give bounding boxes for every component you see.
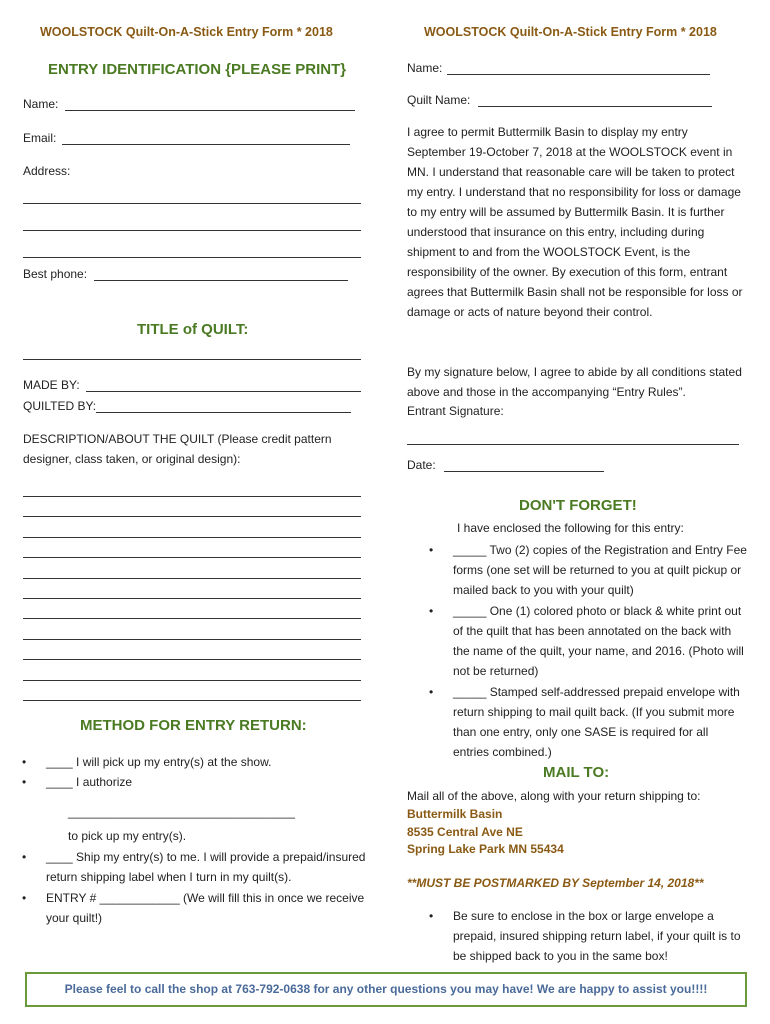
method-item-pickup[interactable]: • ____ I will pick up my entry(s) at the show. [0, 752, 370, 772]
description-label: DESCRIPTION/ABOUT THE QUILT (Please credit pattern designer, class taken, or original design): [23, 432, 332, 466]
address-line-company: Buttermilk Basin [407, 807, 503, 821]
quilted-by-label: QUILTED BY: [23, 399, 97, 413]
address-line-street: 8535 Central Ave NE [407, 824, 523, 839]
right-name-label: Name: [407, 61, 443, 75]
email-label: Email: [23, 131, 57, 145]
signature-statement: By my signature below, I agree to abide by all conditions stated above and those in the accompanying “Entry Rules”. [407, 365, 742, 399]
pickup-text: to pick up my entry(s). [68, 829, 187, 843]
address-label: Address: [23, 164, 71, 178]
quilt-name-label: Quilt Name: [407, 93, 471, 107]
entry-identification-title: ENTRY IDENTIFICATION {PLEASE PRINT} [48, 61, 347, 78]
title-of-quilt-field[interactable] [23, 359, 361, 360]
enclosed-intro: I have enclosed the following for this entry: [457, 521, 684, 535]
box-note: • Be sure to enclose in the box or large envelope a prepaid, insured shipping return label, if your quilt is to be shipped back to you in the same box! [407, 906, 747, 966]
name-label: Name: [23, 97, 59, 111]
mailing-address [407, 806, 564, 859]
entrant-signature-field[interactable] [407, 444, 739, 445]
enclosed-checklist [407, 540, 747, 762]
address-line-1[interactable] [23, 203, 361, 204]
entrant-signature-label: Entrant Signature: [407, 404, 504, 418]
authorize-name-line[interactable]: __________________________________ [68, 805, 295, 819]
method-item-authorize[interactable]: • ____ I authorize [0, 772, 370, 792]
date-label: Date: [407, 458, 436, 472]
best-phone-label: Best phone: [23, 267, 88, 281]
description-lines[interactable] [23, 496, 361, 701]
footer-box [25, 972, 747, 1007]
method-for-entry-return-heading: METHOD FOR ENTRY RETURN: [80, 717, 307, 734]
address-line-city: Spring Lake Park MN 55434 [407, 842, 564, 856]
left-form-header: WOOLSTOCK Quilt-On-A-Stick Entry Form * 2018 [40, 25, 333, 39]
made-by-label: MADE BY: [23, 378, 80, 392]
method-item-entry-number[interactable]: • ENTRY # ____________ (We will fill this in once we receive your quilt!) [0, 888, 370, 928]
title-of-quilt-heading: TITLE of QUILT: [137, 321, 249, 338]
enclosed-item-forms[interactable]: • _____ Two (2) copies of the Registration and Entry Fee forms (one set will be returned to you at quilt pickup or mailed back to you with your quilt) [407, 540, 747, 600]
quilted-by-field[interactable] [96, 412, 351, 413]
email-field[interactable] [62, 144, 350, 145]
agreement-text: I agree to permit Buttermilk Basin to display my entry September 19-October 7, 2018 at the WOOLSTOCK event in MN. I understand that reasonable care will be taken to protect my entry. I understand that no responsibility for loss or damage to my entry will be assumed by Buttermilk Basin. It is further understood that insurance on this entry, including during shipment to and from the WOOLSTOCK Event, is the responsibility of the owner. By execution of this form, entrant agrees that Buttermilk Basin shall not be responsible for loss or damage or acts of nature beyond their control. [407, 125, 743, 319]
method-item-ship[interactable]: • ____ Ship my entry(s) to me. I will provide a prepaid/insured return shipping label when I turn in my quilt(s). [0, 847, 370, 887]
mail-to-heading: MAIL TO: [543, 764, 610, 781]
method-list-bottom [0, 847, 370, 928]
enclosed-item-envelope[interactable]: • _____ Stamped self-addressed prepaid envelope with return shipping to mail quilt back. (If you submit more than one entry, only one SASE is required for all entries combined.) [407, 682, 747, 762]
footer-contact-text: Please feel to call the shop at 763-792-0638 for any other questions you may have! We are happy to assist you!!!! [64, 982, 708, 996]
dont-forget-heading: DON'T FORGET! [519, 497, 637, 514]
best-phone-field[interactable] [94, 280, 348, 281]
right-form-header: WOOLSTOCK Quilt-On-A-Stick Entry Form * 2018 [424, 25, 717, 39]
enclosed-item-photo[interactable]: • _____ One (1) colored photo or black & white print out of the quilt that has been annotated on the back with the name of the quilt, your name, and 2016. (Photo will not be returned) [407, 601, 747, 681]
quilt-name-field[interactable] [478, 106, 712, 107]
address-line-3[interactable] [23, 257, 361, 258]
postmark-deadline: **MUST BE POSTMARKED BY September 14, 2018** [407, 876, 704, 890]
made-by-field[interactable] [86, 391, 361, 392]
name-field[interactable] [65, 110, 355, 111]
address-line-2[interactable] [23, 230, 361, 231]
mail-intro: Mail all of the above, along with your return shipping to: [407, 789, 701, 803]
box-note-list [407, 906, 747, 966]
date-field[interactable] [444, 471, 604, 472]
right-name-field[interactable] [447, 74, 710, 75]
method-list-top [0, 752, 370, 792]
